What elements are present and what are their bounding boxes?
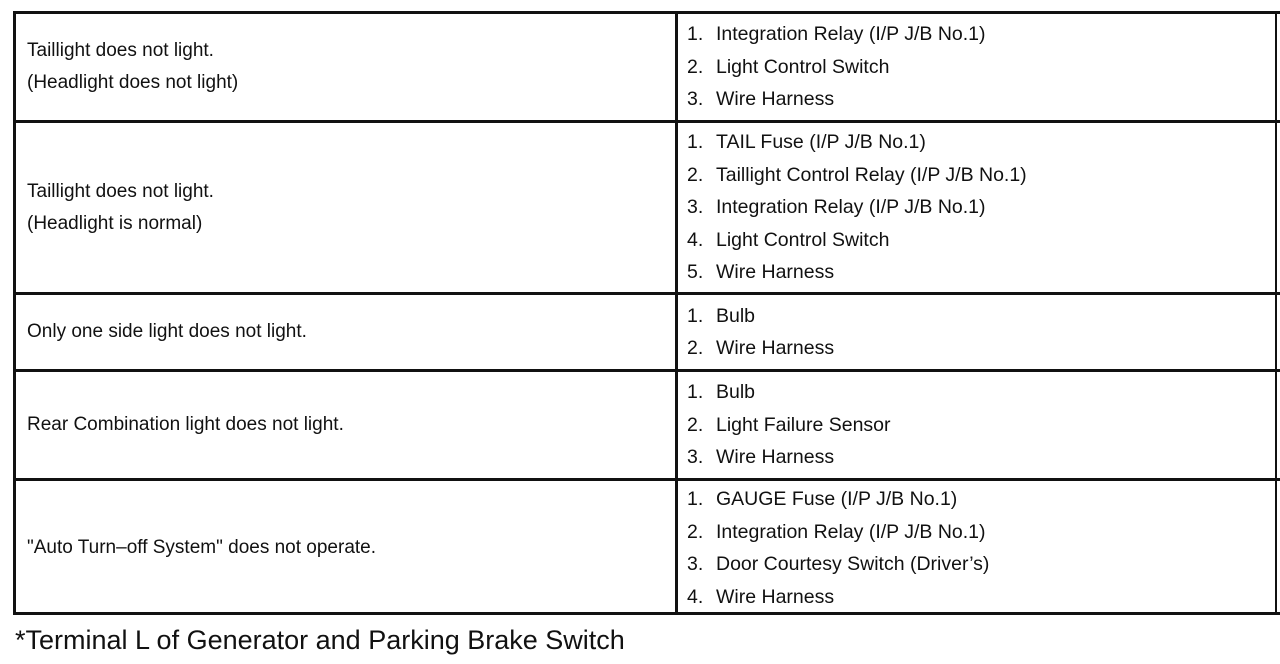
cause-item	[687, 516, 1280, 549]
cause-number: 4.	[687, 585, 704, 608]
cause-item	[687, 483, 1280, 516]
table-right-border	[1275, 11, 1280, 615]
cause-item	[687, 191, 1280, 224]
cause-number: 1.	[687, 131, 704, 154]
cause-number: 2.	[687, 163, 704, 186]
cause-item	[687, 256, 1280, 289]
cause-item	[687, 441, 1280, 474]
cause-text: Bulb	[716, 304, 756, 327]
table-row	[16, 120, 1280, 292]
cause-text: Wire Harness	[716, 261, 835, 284]
cause-text: Door Courtesy Switch (Driver’s)	[716, 553, 990, 575]
cause-cell	[678, 123, 1280, 292]
cause-number: 3.	[687, 88, 704, 111]
troubleshooting-table	[13, 11, 1280, 615]
table-row	[16, 14, 1280, 120]
cause-text: Integration Relay (I/P J/B No.1)	[716, 520, 986, 543]
cause-item	[687, 332, 1280, 365]
cause-number: 1.	[687, 381, 704, 404]
symptom-cell	[16, 372, 678, 478]
cause-text: Wire Harness	[716, 446, 835, 469]
symptom-text: (Headlight is normal)	[27, 212, 203, 234]
cause-number: 2.	[687, 337, 704, 359]
cause-number: 2.	[687, 520, 704, 543]
cause-number: 1.	[687, 23, 704, 46]
cause-text: Wire Harness	[716, 88, 835, 111]
cause-number: 4.	[687, 228, 704, 251]
cause-cell	[678, 295, 1280, 369]
table-row	[16, 478, 1280, 615]
cause-number: 3.	[687, 446, 704, 469]
cause-number: 2.	[687, 413, 704, 436]
symptom-text: Taillight does not light.	[27, 40, 214, 61]
cause-text: Wire Harness	[716, 337, 835, 359]
symptom-text: "Auto Turn–off System" does not operate.	[27, 537, 377, 558]
cause-text: Bulb	[716, 381, 756, 404]
cause-text: Integration Relay (I/P J/B No.1)	[716, 196, 986, 219]
table-row	[16, 369, 1280, 478]
cause-item	[687, 581, 1280, 614]
cause-text: Integration Relay (I/P J/B No.1)	[716, 23, 986, 46]
cause-number: 3.	[687, 553, 704, 575]
symptom-cell	[16, 14, 678, 120]
cause-item	[687, 126, 1280, 159]
symptom-text: Only one side light does not light.	[27, 321, 307, 342]
cause-number: 2.	[687, 55, 704, 78]
symptom-cell	[16, 481, 678, 615]
cause-item	[687, 300, 1280, 333]
cause-number: 5.	[687, 261, 704, 284]
cause-item	[687, 548, 1280, 581]
cause-number: 1.	[687, 304, 704, 327]
cause-text: Light Failure Sensor	[716, 413, 891, 436]
cause-cell	[678, 481, 1280, 615]
cause-cell	[678, 372, 1280, 478]
cause-text: TAIL Fuse (I/P J/B No.1)	[716, 131, 926, 154]
cause-item	[687, 18, 1280, 51]
cause-number: 1.	[687, 488, 704, 510]
cause-text: GAUGE Fuse (I/P J/B No.1)	[716, 488, 958, 510]
cause-text: Light Control Switch	[716, 228, 890, 251]
symptom-cell	[16, 123, 678, 292]
cause-item	[687, 159, 1280, 192]
cause-item	[687, 51, 1280, 84]
cause-number: 3.	[687, 196, 704, 219]
cause-text: Light Control Switch	[716, 55, 890, 78]
symptom-text: (Headlight does not light)	[27, 72, 239, 93]
symptom-text: Taillight does not light.	[27, 180, 214, 202]
cause-item	[687, 224, 1280, 257]
footnote: *Terminal L of Generator and Parking Brake Switch	[15, 625, 625, 655]
symptom-text: Rear Combination light does not light.	[27, 414, 344, 435]
cause-text: Taillight Control Relay (I/P J/B No.1)	[716, 163, 1027, 186]
cause-item	[687, 83, 1280, 116]
table-row	[16, 292, 1280, 369]
cause-item	[687, 376, 1280, 409]
cause-text: Wire Harness	[716, 585, 835, 608]
cause-item	[687, 409, 1280, 442]
cause-cell	[678, 14, 1280, 120]
symptom-cell	[16, 295, 678, 369]
